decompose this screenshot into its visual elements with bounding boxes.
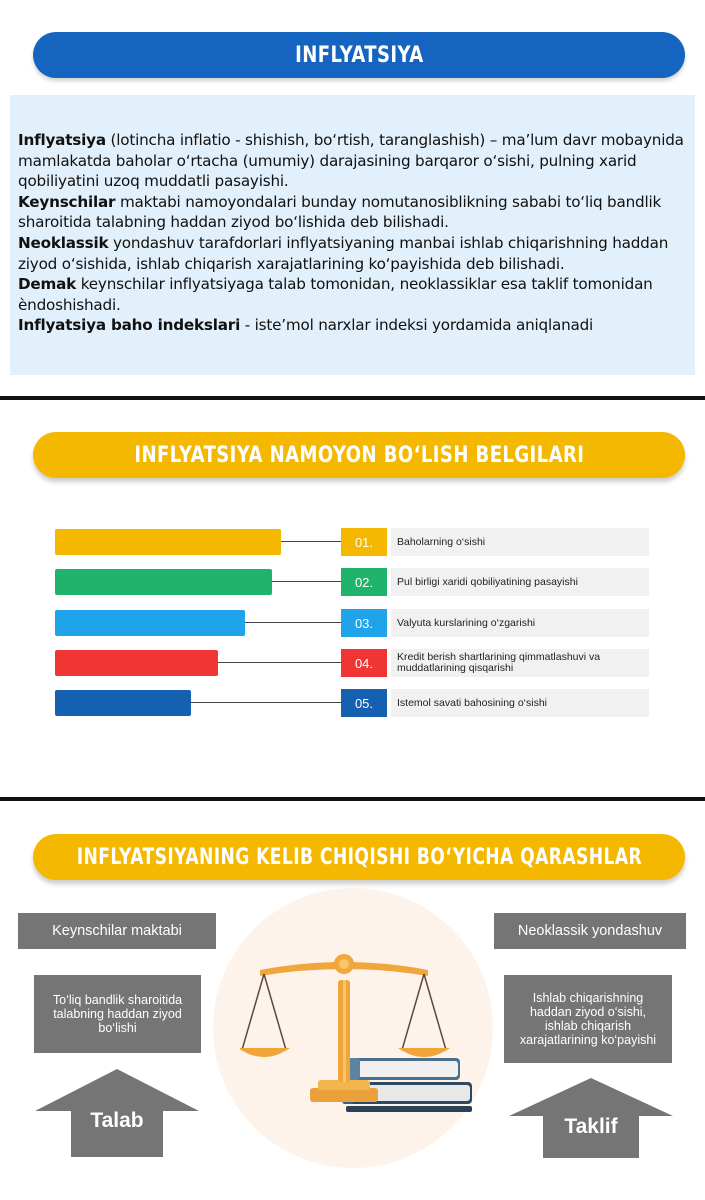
section-divider bbox=[0, 396, 705, 400]
section-divider bbox=[0, 797, 705, 801]
section-title: INFLYATSIYANING KELIB CHIQISHI BO‘YICHA QARASHLAR bbox=[76, 844, 642, 870]
sign-bar bbox=[55, 529, 281, 555]
sign-number: 03. bbox=[341, 609, 387, 637]
connector-line bbox=[272, 581, 341, 582]
sign-label: Pul birligi xaridi qobiliyatining pasayishi bbox=[391, 568, 649, 596]
sign-number: 04. bbox=[341, 649, 387, 677]
keynschilar-heading: Keynschilar maktabi bbox=[18, 913, 216, 949]
sign-bar bbox=[55, 690, 191, 716]
title-banner-inflyatsiya bbox=[33, 32, 685, 78]
keynschilar-description: To‘liq bandlik sharoitida talabning haddan ziyod bo‘lishi bbox=[34, 975, 201, 1053]
paragraph-definition: Inflyatsiya (lotincha inflatio - shishish, bo‘rtish, taranglashish) – ma’lum davr mobaynida mamlakatda baholar o‘rtacha (umumiy) darajasining barqaror o‘sishi, pulning xarid qobiliyatini uzoq muddatli pasayishi. bbox=[18, 131, 684, 191]
sign-item bbox=[55, 690, 649, 716]
neoklassik-heading: Neoklassik yondashuv bbox=[494, 913, 686, 949]
sign-number: 02. bbox=[341, 568, 387, 596]
paragraph-indices: Inflyatsiya baho indekslari - iste’mol narxlar indeksi yordamida aniqlanadi bbox=[18, 316, 594, 335]
definition-text bbox=[18, 130, 688, 336]
sign-item bbox=[55, 529, 649, 555]
sign-label: Baholarning o‘sishi bbox=[391, 528, 649, 556]
title-banner-views bbox=[33, 834, 685, 880]
sign-number: 01. bbox=[341, 528, 387, 556]
sign-item bbox=[55, 569, 649, 595]
paragraph-keynschilar: Keynschilar maktabi namoyondalari bunday nomutanosiblikning sababi to‘liq bandlik sharoitida talabning haddan ziyod bo‘lishida deb bilishadi. bbox=[18, 192, 662, 232]
connector-line bbox=[281, 541, 341, 542]
talab-label: Talab bbox=[90, 1109, 144, 1132]
paragraph-demak: Demak keynschilar inflyatsiyaga talab tomonidan, neoklassiklar esa taklif tomonidan èndoshishadi. bbox=[18, 275, 653, 314]
sign-label: Istemol savati bahosining o‘sishi bbox=[391, 689, 649, 717]
sign-bar bbox=[55, 650, 218, 676]
sign-item bbox=[55, 610, 649, 636]
connector-line bbox=[191, 702, 341, 703]
title-banner-signs bbox=[33, 432, 685, 478]
scales-of-justice-icon bbox=[240, 940, 480, 1130]
taklif-label: Taklif bbox=[564, 1115, 618, 1138]
sign-bar bbox=[55, 610, 245, 636]
section-title: INFLYATSIYA NAMOYON BO‘LISH BELGILARI bbox=[133, 442, 584, 468]
section-title: INFLYATSIYA bbox=[294, 42, 424, 68]
sign-label: Valyuta kurslarining o‘zgarishi bbox=[391, 609, 649, 637]
sign-number: 05. bbox=[341, 689, 387, 717]
connector-line bbox=[245, 622, 341, 623]
paragraph-neoklassik: Neoklassik yondashuv tarafdorlari inflyatsiyaning manbai ishlab chiqarishning haddan ziyod o‘sishida, ishlab chiqarish xarajatlarining ko‘payishida deb bilishadi. bbox=[18, 233, 669, 273]
connector-line bbox=[218, 662, 341, 663]
neoklassik-description: Ishlab chiqarishning haddan ziyod o‘sishi, ishlab chiqarish xarajatlarining ko‘payishi bbox=[504, 975, 672, 1063]
sign-item bbox=[55, 650, 649, 676]
sign-bar bbox=[55, 569, 272, 595]
sign-label: Kredit berish shartlarining qimmatlashuvi va muddatlarining qisqarishi bbox=[391, 649, 649, 677]
